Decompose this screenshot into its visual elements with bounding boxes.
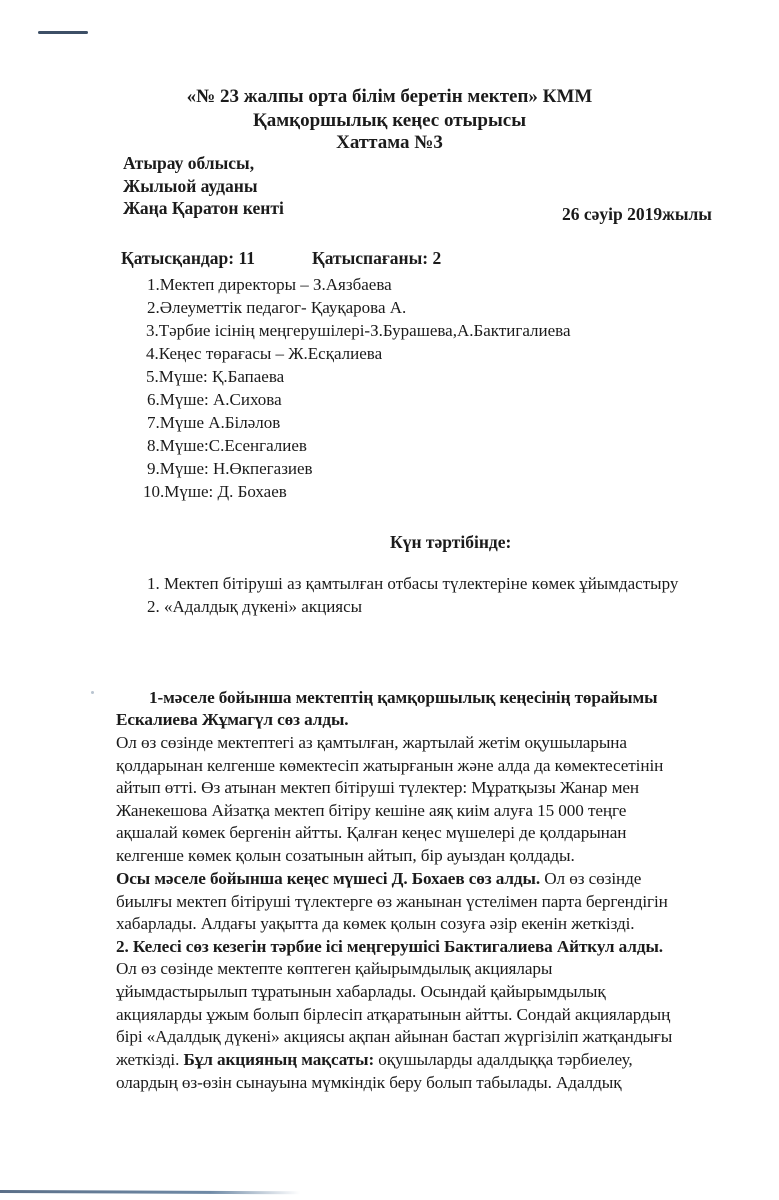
council-meeting-heading: Қамқоршылық кеңес отырысы xyxy=(252,110,527,131)
body-line xyxy=(116,869,641,889)
scan-mark-bottom xyxy=(0,1190,300,1194)
body-line: хабарлады. Алдағы уақытта да көмек қолын созуға әзір екенін жеткізді. xyxy=(116,914,635,933)
body-text: оқушыларды адалдыққа тәрбиелеу, xyxy=(374,1050,633,1069)
issue1-speaker: Ескалиева Жұмагүл сөз алды. xyxy=(116,710,349,729)
body-line: ұйымдастырылып тұратынын хабарлады. Осындай қайырымдылық xyxy=(116,982,606,1001)
present-count: Қатысқандар: 11 xyxy=(121,248,256,268)
body-text: жеткізді. xyxy=(116,1050,184,1069)
issue1-heading: 1-мәселе бойынша мектептің қамқоршылық кеңесінің төрайымы xyxy=(149,688,658,707)
agenda-item: 2. «Адалдық дүкені» акциясы xyxy=(147,597,363,616)
participant-item: 4.Кеңес төрағасы – Ж.Есқалиева xyxy=(146,344,383,363)
participant-item: 5.Мүше: Қ.Бапаева xyxy=(146,367,285,386)
scan-speck xyxy=(91,691,94,694)
action-goal-label: Бұл акцияның мақсаты: xyxy=(183,1050,375,1069)
school-name-heading: «№ 23 жалпы орта білім беретін мектеп» КММ xyxy=(186,86,593,107)
body-line: келгенше көмек қолын созатынын айтып, бір ауыздан қолдады. xyxy=(116,846,575,865)
participant-item: 9.Мүше: Н.Өкпегазиев xyxy=(147,459,313,478)
agenda-title: Күн тәртібінде: xyxy=(390,532,512,552)
body-line xyxy=(116,1050,633,1070)
body-line: айтып өтті. Өз атынан мектеп бітіруші түлектер: Мұратқызы Жанар мен xyxy=(116,778,640,797)
meeting-date: 26 сәуір 2019жылы xyxy=(562,204,712,224)
body-line: Жанекешова Айзатқа мектеп бітіру кешіне аяқ киім алуға 15 000 теңге xyxy=(116,801,627,820)
agenda-item: 1. Мектеп бітіруші аз қамтылған отбасы түлектеріне көмек ұйымдастыру xyxy=(147,574,679,593)
absent-count: Қатыспағаны: 2 xyxy=(312,248,442,268)
body-line: ақшалай көмек бергенін айтты. Қалған кеңес мүшелері де қолдарынан xyxy=(116,823,627,842)
region-label: Атырау облысы, xyxy=(123,153,255,173)
participant-item: 7.Мүше А.Біләлов xyxy=(147,413,281,432)
participant-item: 1.Мектеп директоры – З.Аязбаева xyxy=(147,275,392,294)
body-text: Ол өз сөзінде xyxy=(540,869,642,888)
protocol-number-heading: Хаттама №3 xyxy=(336,132,443,153)
district-label: Жылыой ауданы xyxy=(123,176,258,196)
scan-mark-top xyxy=(38,31,88,34)
issue2-heading: 2. Келесі сөз кезегін тәрбие ісі меңгерушісі Бактигалиева Айткул алды. xyxy=(116,937,663,956)
body-line: олардың өз-өзін сынауына мүмкіндік беру болып табылады. Адалдық xyxy=(116,1073,622,1092)
body-line: акцияларды ұжым болып бірлесіп атқаратынын айтты. Сондай акциялардың xyxy=(116,1005,671,1024)
participant-item: 2.Әлеуметтік педагог- Қауқарова А. xyxy=(147,298,407,317)
body-line: биылғы мектеп бітіруші түлектерге өз жанынан үстелімен парта бергендігін xyxy=(116,892,668,911)
body-line: Ол өз сөзінде мектептегі аз қамтылған, жартылай жетім оқушыларына xyxy=(116,733,627,752)
body-line: Ол өз сөзінде мектепте көптеген қайырымдылық акциялары xyxy=(116,959,553,978)
body-line: қолдарынан келгенше көмектесіп жатырғанын және алда да көмектесетінін xyxy=(116,756,664,775)
settlement-label: Жаңа Қаратон кенті xyxy=(123,198,284,218)
participant-item: 10.Мүше: Д. Бохаев xyxy=(143,482,287,501)
body-line: бірі «Адалдық дүкені» акциясы ақпан айынан бастап жүргізіліп жатқандығы xyxy=(116,1027,673,1046)
participant-item: 8.Мүше:С.Есенгалиев xyxy=(147,436,307,455)
participant-item: 3.Тәрбие ісінің меңгерушілері-З.Бурашева,А.Бактигалиева xyxy=(146,321,571,340)
speaker-bohaev: Осы мәселе бойынша кеңес мүшесі Д. Бохаев сөз алды. xyxy=(116,869,541,888)
participant-item: 6.Мүше: А.Сихова xyxy=(147,390,282,409)
